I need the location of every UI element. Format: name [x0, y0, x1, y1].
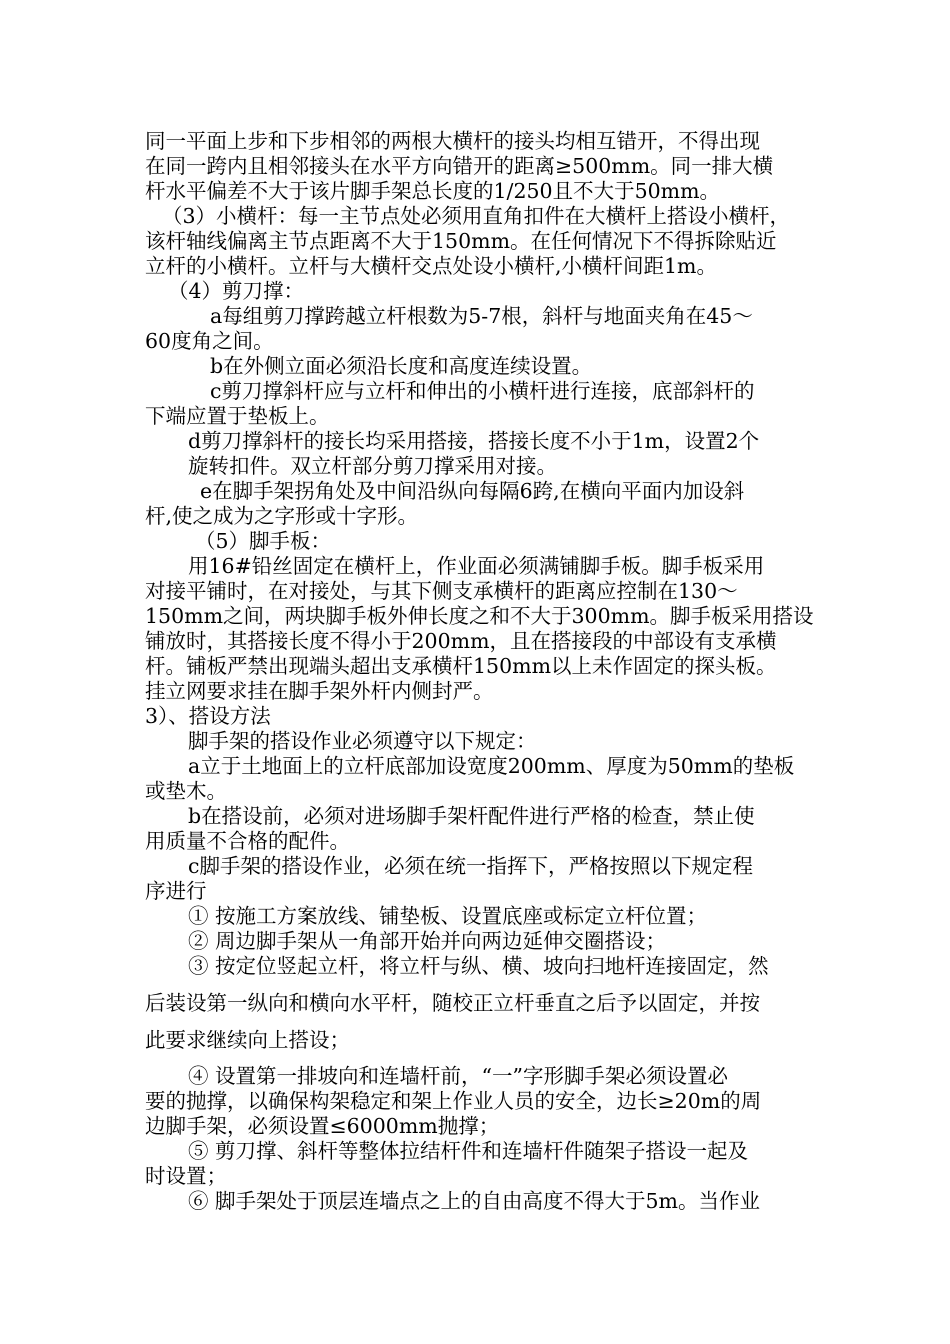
text-line: d剪刀撑斜杆的接长均采用搭接，搭接长度不小于1m，设置2个	[188, 429, 760, 453]
list-item: ④ 设置第一排坡向和连墙杆前，“一”字形脚手架必须设置必	[188, 1064, 728, 1088]
text-line: b在外侧立面必须沿长度和高度连续设置。	[210, 354, 593, 378]
text-line: c脚手架的搭设作业，必须在统一指挥下，严格按照以下规定程	[188, 854, 753, 878]
text-line: 挂立网要求挂在脚手架外杆内侧封严。	[145, 679, 494, 703]
text-line: 杆水平偏差不大于该片脚手架总长度的1/250且不大于50mm。	[145, 179, 721, 203]
section-heading: （4）剪刀撑：	[168, 279, 305, 303]
text-line: 杆。铺板严禁出现端头超出支承横杆150mm以上未作固定的探头板。	[145, 654, 777, 678]
text-line: 用16#铅丝固定在横杆上，作业面必须满铺脚手板。脚手板采用	[188, 554, 765, 578]
text-line: 杆,使之成为之字形或十字形。	[145, 504, 419, 528]
text-line: 对接平铺时，在对接处，与其下侧支承横杆的距离应控制在130～	[145, 579, 738, 603]
text-line: 边脚手架，必须设置≤6000mm抛撑；	[145, 1114, 500, 1138]
text-line: b在搭设前，必须对进场脚手架杆配件进行严格的检查，禁止使	[188, 804, 755, 828]
text-line: 此要求继续向上搭设；	[145, 1028, 350, 1052]
text-line: （3）小横杆：每一主节点处必须用直角扣件在大横杆上搭设小横杆，	[162, 204, 791, 228]
text-line: a每组剪刀撑跨越立杆根数为5-7根，斜杆与地面夹角在45～	[210, 304, 753, 328]
list-item: ② 周边脚手架从一角部开始并向两边延伸交圈搭设；	[188, 929, 667, 953]
text-line: 或垫木。	[145, 779, 227, 803]
text-line: 序进行	[145, 879, 207, 903]
text-line: 150mm之间，两块脚手板外伸长度之和不大于300mm。脚手板采用搭设	[145, 604, 814, 628]
text-line: 脚手架的搭设作业必须遵守以下规定：	[188, 729, 537, 753]
text-line: e在脚手架拐角处及中间沿纵向每隔6跨,在横向平面内加设斜	[200, 479, 745, 503]
section-heading: （5）脚手板：	[195, 529, 332, 553]
text-line: 后装设第一纵向和横向水平杆，随校正立杆垂直之后予以固定，并按	[145, 991, 760, 1015]
text-line: 在同一跨内且相邻接头在水平方向错开的距离≥500mm。同一排大横	[145, 154, 774, 178]
text-line: c剪刀撑斜杆应与立杆和伸出的小横杆进行连接，底部斜杆的	[210, 379, 755, 403]
text-line: 时设置；	[145, 1164, 227, 1188]
text-line: 同一平面上步和下步相邻的两根大横杆的接头均相互错开，不得出现	[145, 129, 760, 153]
text-line: 铺放时，其搭接长度不得小于200mm，且在搭接段的中部设有支承横	[145, 629, 777, 653]
text-line: 要的抛撑，以确保构架稳定和架上作业人员的安全，边长≥20m的周	[145, 1089, 762, 1113]
list-item: ① 按施工方案放线、铺垫板、设置底座或标定立杆位置；	[188, 904, 708, 928]
section-heading: 3）、搭设方法	[145, 704, 271, 728]
text-line: 用质量不合格的配件。	[145, 829, 350, 853]
text-line: 该杆轴线偏离主节点距离不大于150mm。在任何情况下不得拆除贴近	[145, 229, 777, 253]
text-line: a立于土地面上的立杆底部加设宽度200mm、厚度为50mm的垫板	[188, 754, 795, 778]
text-line: 60度角之间。	[145, 329, 274, 353]
text-line: 旋转扣件。双立杆部分剪刀撑采用对接。	[188, 454, 557, 478]
list-item: ③ 按定位竖起立杆，将立杆与纵、横、坡向扫地杆连接固定，然	[188, 954, 769, 978]
list-item: ⑤ 剪刀撑、斜杆等整体拉结杆件和连墙杆件随架子搭设一起及	[188, 1139, 749, 1163]
list-item: ⑥ 脚手架处于顶层连墙点之上的自由高度不得大于5m。当作业	[188, 1189, 760, 1213]
text-line: 下端应置于垫板上。	[145, 404, 330, 428]
text-line: 立杆的小横杆。立杆与大横杆交点处设小横杆,小横杆间距1m。	[145, 254, 717, 278]
